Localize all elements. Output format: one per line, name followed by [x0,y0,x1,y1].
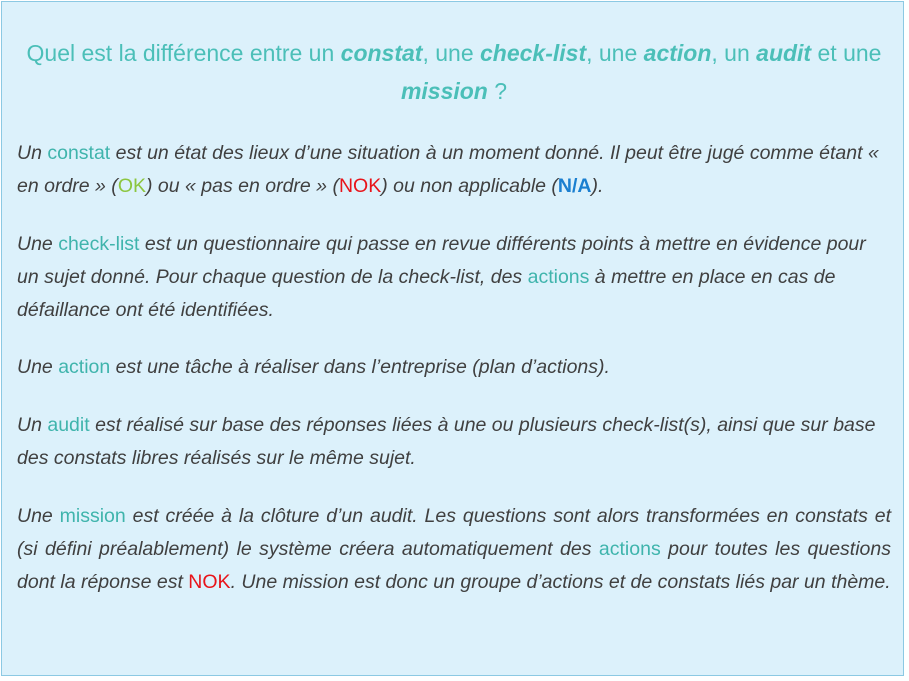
keyword-mission: mission [59,505,126,527]
status-nok: NOK [188,571,231,593]
keyword-constat: constat [47,142,111,164]
paragraph-action: Une action est une tâche à réaliser dans l’entreprise (plan d’actions). [17,356,610,378]
definition-panel [1,1,904,676]
title-keyword-action: action [643,40,712,66]
title-keyword-check-list: check-list [480,40,587,66]
title-text: , une [586,40,644,66]
paragraph-constat: Un constat est un état des lieux d’une situation à un moment donné. Il peut être jugé comme étant « en ordre » (OK) ou « pas en ordre » (NOK) ou non applicable (N/A). [17,142,879,197]
title-text: , un [711,40,757,66]
status-ok: OK [117,175,146,197]
title-text: et une [811,40,882,66]
keyword-action: action [58,356,111,378]
keyword-check-list: check-list [58,233,140,255]
title-text: , une [422,40,480,66]
page-title [14,34,894,110]
title-keyword-audit: audit [756,40,812,66]
paragraph-check-list: Une check-list est un questionnaire qui passe en revue différents points à mettre en évidence pour un sujet donné. Pour chaque question de la check-list, des actions à mettre en place en cas de défaillance ont été identifiées. [17,233,866,321]
paragraph-audit: Un audit est réalisé sur base des réponses liées à une ou plusieurs check-list(s), ainsi que sur base des constats libres réalisés sur le même sujet. [17,414,876,469]
status-na: N/A [557,175,592,197]
title-keyword-constat: constat [340,40,423,66]
paragraph-mission: Une mission est créée à la clôture d’un audit. Les questions sont alors transformées en constats et (si défini préalablement) le système créera automatiquement des actions pour toutes les questions dont la réponse est NOK. Une mission est donc un groupe d’actions et de constats liés par un thème. [17,505,891,593]
keyword-actions: actions [598,538,661,560]
keyword-audit: audit [47,414,90,436]
status-nok: NOK [338,175,382,197]
title-text: Quel est la différence entre un [26,40,341,66]
keyword-actions: actions [527,266,590,288]
title-text: ? [487,78,508,104]
title-keyword-mission: mission [400,78,488,104]
